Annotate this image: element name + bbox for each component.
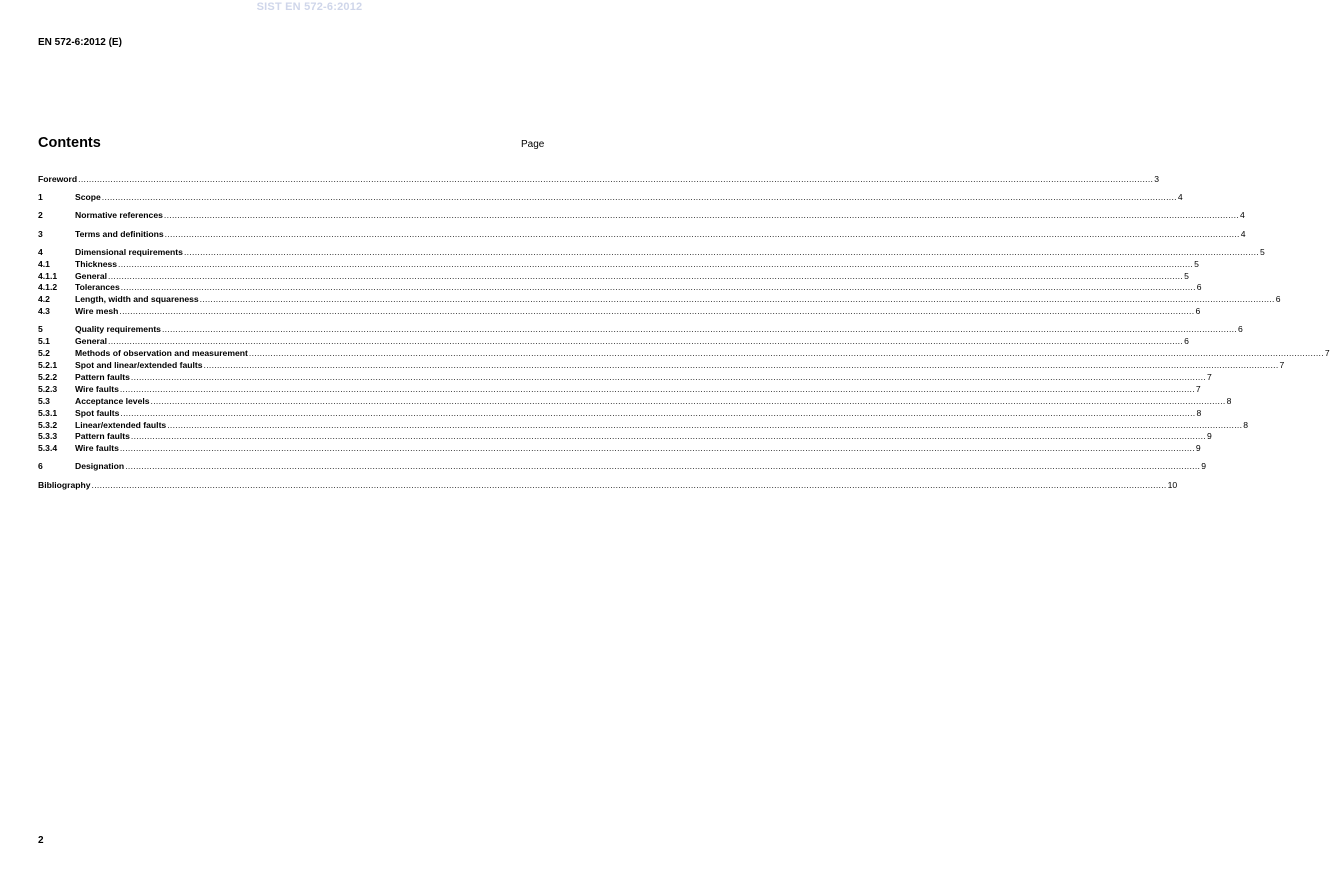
toc-entry-title: General <box>75 336 108 347</box>
toc-entry-page: 8 <box>1226 395 1232 406</box>
toc-entry[interactable] <box>38 407 1202 420</box>
toc-entry-number: 1 <box>38 192 43 203</box>
toc-entry[interactable] <box>38 479 1178 492</box>
toc-dot-leader: ................................................................................................................................................................................................................................................................................................................................................................................................................ <box>120 407 1196 418</box>
toc-entry-page: 10 <box>1167 479 1178 490</box>
toc-entry-page: 4 <box>1240 228 1246 239</box>
toc-entry[interactable] <box>38 461 1207 473</box>
toc-dot-leader: ................................................................................................................................................................................................................................................................................................................................................................................................................ <box>161 324 1238 335</box>
toc-entry-title: Bibliography <box>38 479 91 490</box>
toc-entry[interactable] <box>38 371 1212 384</box>
toc-entry-number: 2 <box>38 210 43 221</box>
toc-entry[interactable] <box>38 336 1189 348</box>
toc-entry-number: 5.3.1 <box>38 407 58 418</box>
toc-entry-page: 9 <box>1206 431 1212 442</box>
toc-entry-page: 6 <box>1238 324 1243 335</box>
toc-entry[interactable] <box>38 306 1201 318</box>
toc-entry-title: Wire mesh <box>75 306 119 317</box>
toc-dot-leader: ................................................................................................................................................................................................................................................................................................................................................................................................................ <box>120 282 1196 293</box>
toc-entry-title: Scope <box>75 192 101 203</box>
toc-dot-leader: ................................................................................................................................................................................................................................................................................................................................................................................................................ <box>125 461 1201 472</box>
toc-entry-page: 7 <box>1324 348 1330 359</box>
toc-entry[interactable] <box>38 228 1246 241</box>
toc-entry-number: 4.3 <box>38 306 50 317</box>
toc-entry-page: 4 <box>1239 210 1245 221</box>
toc-dot-leader: ................................................................................................................................................................................................................................................................................................................................................................................................................ <box>203 360 1279 371</box>
document-id-header: EN 572-6:2012 (E) <box>38 37 122 48</box>
toc-entry-page: 6 <box>1195 306 1201 317</box>
watermark-text: SIST EN 572-6:2012 <box>256 1 363 13</box>
toc-entry-title: Designation <box>75 461 125 472</box>
toc-entry-page: 3 <box>1154 174 1159 184</box>
toc-entry-number: 3 <box>38 228 43 239</box>
toc-entry-title: Foreword <box>38 174 78 184</box>
toc-entry-page: 9 <box>1201 461 1207 472</box>
toc-entry-number: 5.3.3 <box>38 431 58 442</box>
toc-entry[interactable] <box>38 210 1245 222</box>
toc-entry-title: General <box>75 270 108 281</box>
toc-entry[interactable] <box>38 258 1199 271</box>
toc-entry-page: 5 <box>1184 270 1189 281</box>
toc-entry-title: Terms and definitions <box>75 228 164 239</box>
toc-entry-number: 4.1.2 <box>38 282 58 293</box>
toc-entry[interactable] <box>38 324 1243 336</box>
toc-entry-title: Quality requirements <box>75 324 161 335</box>
toc-entry[interactable] <box>38 348 1330 360</box>
toc-entry-title: Length, width and squareness <box>75 294 199 305</box>
toc-entry[interactable] <box>38 282 1202 294</box>
toc-entry-page: 5 <box>1259 246 1265 257</box>
toc-entry-title: Spot and linear/extended faults <box>75 360 203 371</box>
toc-entry-number: 5.3 <box>38 395 50 406</box>
toc-entry-number: 5.3.2 <box>38 419 58 430</box>
toc-dot-leader: ................................................................................................................................................................................................................................................................................................................................................................................................................ <box>248 348 1324 359</box>
toc-entry[interactable] <box>38 360 1285 372</box>
toc-entry[interactable] <box>38 270 1189 283</box>
toc-dot-leader: ................................................................................................................................................................................................................................................................................................................................................................................................................ <box>119 383 1195 394</box>
toc-dot-leader: ................................................................................................................................................................................................................................................................................................................................................................................................................ <box>118 258 1194 269</box>
toc-entry[interactable] <box>38 383 1201 396</box>
contents-heading: Contents <box>38 135 101 151</box>
toc-entry-title: Pattern faults <box>75 431 130 442</box>
toc-entry-title: Normative references <box>75 210 163 221</box>
toc-entry-page: 7 <box>1195 383 1201 394</box>
toc-entry-number: 4.2 <box>38 294 50 305</box>
toc-entry-page: 8 <box>1196 407 1202 418</box>
toc-dot-leader: ................................................................................................................................................................................................................................................................................................................................................................................................................ <box>130 371 1206 382</box>
toc-entry-number: 5 <box>38 324 43 335</box>
toc-entry-page: 7 <box>1279 360 1285 371</box>
toc-entry-title: Thickness <box>75 258 118 269</box>
toc-entry[interactable] <box>38 192 1183 204</box>
toc-entry-title: Methods of observation and measurement <box>75 348 248 359</box>
toc-entry[interactable] <box>38 431 1212 443</box>
toc-entry-title: Pattern faults <box>75 371 130 382</box>
toc-entry-title: Spot faults <box>75 407 120 418</box>
toc-entry-page: 6 <box>1196 282 1202 293</box>
toc-entry-title: Linear/extended faults <box>75 419 167 430</box>
toc-entry[interactable] <box>38 419 1249 432</box>
toc-dot-leader: ................................................................................................................................................................................................................................................................................................................................................................................................................ <box>164 228 1240 239</box>
page-number: 2 <box>38 835 44 846</box>
table-of-contents <box>38 174 1330 492</box>
toc-dot-leader: ................................................................................................................................................................................................................................................................................................................................................................................................................ <box>119 306 1195 317</box>
toc-entry[interactable] <box>38 395 1232 408</box>
toc-entry-number: 4.1.1 <box>38 270 58 281</box>
toc-dot-leader: ................................................................................................................................................................................................................................................................................................................................................................................................................ <box>108 336 1184 347</box>
toc-entry[interactable] <box>38 443 1201 455</box>
toc-dot-leader: ................................................................................................................................................................................................................................................................................................................................................................................................................ <box>130 431 1206 442</box>
toc-entry-number: 5.3.4 <box>38 443 58 454</box>
page-column-label: Page <box>521 139 545 150</box>
toc-dot-leader: ................................................................................................................................................................................................................................................................................................................................................................................................................ <box>108 270 1184 281</box>
toc-entry-page: 7 <box>1206 371 1212 382</box>
toc-entry-number: 5.2.1 <box>38 360 58 371</box>
toc-entry[interactable] <box>38 174 1159 186</box>
toc-entry-title: Acceptance levels <box>75 395 150 406</box>
toc-entry-page: 6 <box>1184 336 1189 347</box>
toc-dot-leader: ................................................................................................................................................................................................................................................................................................................................................................................................................ <box>150 395 1226 406</box>
toc-entry-number: 5.2.3 <box>38 383 58 394</box>
toc-entry-number: 5.1 <box>38 336 50 347</box>
toc-dot-leader: ................................................................................................................................................................................................................................................................................................................................................................................................................ <box>78 174 1154 184</box>
toc-dot-leader: ................................................................................................................................................................................................................................................................................................................................................................................................................ <box>199 294 1275 305</box>
toc-entry[interactable] <box>38 294 1281 306</box>
toc-entry-number: 5.2 <box>38 348 50 359</box>
toc-entry-title: Wire faults <box>75 383 119 394</box>
toc-dot-leader: ................................................................................................................................................................................................................................................................................................................................................................................................................ <box>91 479 1167 490</box>
toc-entry-page: 8 <box>1243 419 1249 430</box>
toc-entry-page: 4 <box>1177 192 1183 203</box>
toc-entry-page: 9 <box>1195 443 1201 454</box>
toc-dot-leader: ................................................................................................................................................................................................................................................................................................................................................................................................................ <box>101 192 1177 203</box>
toc-dot-leader: ................................................................................................................................................................................................................................................................................................................................................................................................................ <box>183 246 1259 257</box>
toc-entry[interactable] <box>38 246 1265 259</box>
toc-entry-number: 4.1 <box>38 258 50 269</box>
toc-entry-title: Tolerances <box>75 282 120 293</box>
toc-dot-leader: ................................................................................................................................................................................................................................................................................................................................................................................................................ <box>163 210 1239 221</box>
toc-entry-number: 4 <box>38 246 43 257</box>
toc-entry-number: 6 <box>38 461 43 472</box>
toc-entry-title: Wire faults <box>75 443 119 454</box>
toc-entry-page: 5 <box>1194 258 1199 269</box>
toc-dot-leader: ................................................................................................................................................................................................................................................................................................................................................................................................................ <box>167 419 1243 430</box>
toc-entry-number: 5.2.2 <box>38 371 58 382</box>
toc-entry-title: Dimensional requirements <box>75 246 183 257</box>
toc-dot-leader: ................................................................................................................................................................................................................................................................................................................................................................................................................ <box>119 443 1195 454</box>
toc-entry-page: 6 <box>1275 294 1281 305</box>
